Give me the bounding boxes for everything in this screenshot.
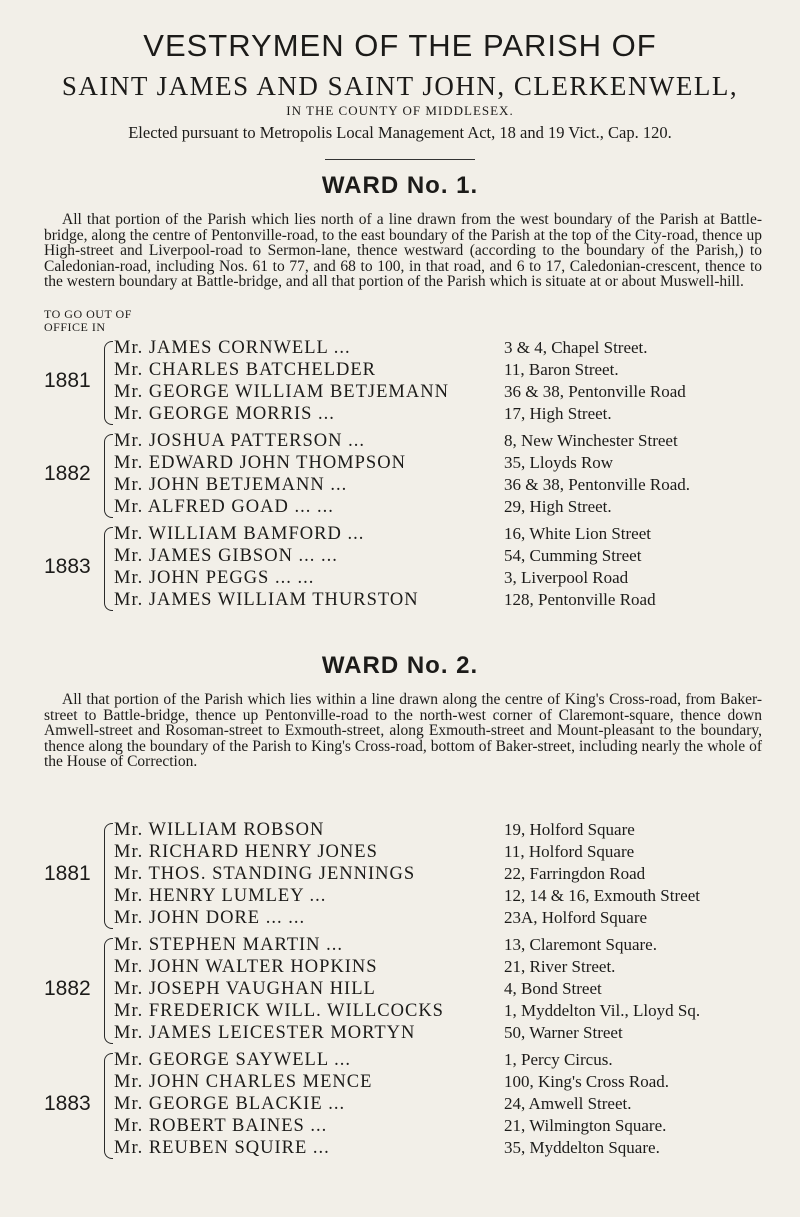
vestryman-address: 128, Pentonville Road bbox=[504, 590, 656, 609]
office-year: 1882 bbox=[44, 977, 91, 1000]
vestryman-name: Mr. JOHN WALTER HOPKINS bbox=[114, 957, 378, 977]
vestryman-address: 21, Wilmington Square. bbox=[504, 1116, 667, 1135]
page-title: VESTRYMEN OF THE PARISH OF bbox=[143, 28, 657, 63]
vestryman-row bbox=[114, 431, 774, 453]
vestryman-name: Mr. JAMES GIBSON ... ... bbox=[114, 546, 338, 566]
parish-name: SAINT JAMES AND SAINT JOHN, CLERKENWELL, bbox=[61, 71, 739, 101]
vestryman-address: 16, White Lion Street bbox=[504, 524, 651, 543]
group-brace bbox=[104, 341, 113, 425]
vestryman-name: Mr. JOHN BETJEMANN ... bbox=[114, 475, 348, 495]
vestryman-row bbox=[114, 524, 774, 546]
year-group-1883 bbox=[44, 524, 774, 612]
vestryman-name: Mr. THOS. STANDING JENNINGS bbox=[114, 864, 416, 884]
vestryman-address: 1, Percy Circus. bbox=[504, 1050, 613, 1069]
vestryman-name: Mr. JAMES LEICESTER MORTYN bbox=[114, 1023, 416, 1043]
vestryman-name: Mr. JAMES CORNWELL ... bbox=[114, 338, 351, 358]
vestryman-row bbox=[114, 546, 774, 568]
vestryman-address: 3, Liverpool Road bbox=[504, 568, 629, 587]
vestryman-name: Mr. RICHARD HENRY JONES bbox=[114, 842, 378, 862]
vestryman-row bbox=[114, 360, 774, 382]
vestryman-address: 35, Myddelton Square. bbox=[504, 1138, 660, 1157]
vestryman-address: 3 & 4, Chapel Street. bbox=[504, 338, 648, 357]
vestryman-row bbox=[114, 1138, 774, 1160]
vestryman-name: Mr. GEORGE WILLIAM BETJEMANN bbox=[114, 382, 449, 402]
vestryman-address: 13, Claremont Square. bbox=[504, 935, 657, 954]
vestryman-name: Mr. STEPHEN MARTIN ... bbox=[114, 935, 344, 955]
divider bbox=[325, 159, 475, 160]
office-year: 1882 bbox=[44, 462, 91, 485]
vestryman-row bbox=[114, 886, 774, 908]
vestryman-row bbox=[114, 404, 774, 426]
office-heading-line-1: TO GO OUT OF bbox=[44, 307, 132, 321]
vestryman-row bbox=[114, 1050, 774, 1072]
vestryman-address: 54, Cumming Street bbox=[504, 546, 642, 565]
year-group-1882 bbox=[44, 431, 774, 519]
vestryman-address: 19, Holford Square bbox=[504, 820, 635, 839]
vestryman-row bbox=[114, 338, 774, 360]
vestryman-row bbox=[114, 979, 774, 1001]
vestryman-row bbox=[114, 1094, 774, 1116]
vestryman-name: Mr. JOHN PEGGS ... ... bbox=[114, 568, 315, 588]
office-heading-line-2: OFFICE IN bbox=[44, 320, 106, 334]
vestryman-row bbox=[114, 957, 774, 979]
vestryman-row bbox=[114, 568, 774, 590]
vestryman-row bbox=[114, 1072, 774, 1094]
vestryman-name: Mr. GEORGE SAYWELL ... bbox=[114, 1050, 351, 1070]
ward-1-description: All that portion of the Parish which lies north of a line drawn from the west boundary of the Parish at Battle-bridge, along the centre of Pentonville-road, to the east boundary of the Parish at the top of the City-road, thence up High-street and Liverpool-road to Sermon-lane, thence westward (according to the boundary of the Parish,) to Caledonian-road, including Nos. 61 to 77, and 68 to 100, in that road, and 6 to 17, Caledonian-crescent, thence to the western boundary at Battle-bridge, and all that portion of the Parish which is situate at or about Muswell-hill. bbox=[44, 211, 762, 290]
vestryman-name: Mr. WILLIAM ROBSON bbox=[114, 820, 325, 840]
election-note: Elected pursuant to Metropolis Local Management Act, 18 and 19 Vict., Cap. 120. bbox=[128, 123, 672, 142]
vestryman-name: Mr. JOSEPH VAUGHAN HILL bbox=[114, 979, 376, 999]
year-group-1881 bbox=[44, 820, 774, 930]
office-year: 1881 bbox=[44, 369, 91, 392]
vestryman-row bbox=[114, 475, 774, 497]
group-brace bbox=[104, 1053, 113, 1159]
vestryman-address: 1, Myddelton Vil., Lloyd Sq. bbox=[504, 1001, 701, 1020]
county-line: IN THE COUNTY OF MIDDLESEX. bbox=[286, 103, 514, 118]
vestryman-address: 11, Baron Street. bbox=[504, 360, 619, 379]
vestryman-name: Mr. HENRY LUMLEY ... bbox=[114, 886, 327, 906]
office-year: 1883 bbox=[44, 555, 91, 578]
ward-2-description: All that portion of the Parish which lies within a line drawn along the centre of King's Cross-road, from Baker-street to Battle-bridge, thence up Pentonville-road to the north-west corner of Claremont-square, thence down Amwell-street and Rosoman-street to Exmouth-street, along Exmouth-street and Mount-pleasant to the boundary, thence along the boundary of the Parish to King's Cross-road, bottom of Baker-street, including nearly the whole of the House of Correction. bbox=[44, 691, 762, 770]
vestryman-row bbox=[114, 1023, 774, 1045]
vestryman-name: Mr. CHARLES BATCHELDER bbox=[114, 360, 377, 380]
year-group-1882 bbox=[44, 935, 774, 1045]
vestryman-address: 22, Farringdon Road bbox=[504, 864, 646, 883]
group-brace bbox=[104, 938, 113, 1044]
vestryman-address: 8, New Winchester Street bbox=[504, 431, 678, 450]
office-year: 1881 bbox=[44, 862, 91, 885]
vestryman-name: Mr. JOHN CHARLES MENCE bbox=[114, 1072, 373, 1092]
vestryman-name: Mr. JAMES WILLIAM THURSTON bbox=[114, 590, 419, 610]
vestryman-address: 23A, Holford Square bbox=[504, 908, 648, 927]
vestryman-row bbox=[114, 864, 774, 886]
vestryman-address: 35, Lloyds Row bbox=[504, 453, 614, 472]
group-brace bbox=[104, 823, 113, 929]
vestryman-row bbox=[114, 590, 774, 612]
ward-1-heading: WARD No. 1. bbox=[321, 172, 479, 199]
group-brace bbox=[104, 527, 113, 611]
vestryman-name: Mr. GEORGE BLACKIE ... bbox=[114, 1094, 346, 1114]
vestryman-name: Mr. GEORGE MORRIS ... bbox=[114, 404, 335, 424]
vestryman-address: 29, High Street. bbox=[504, 497, 612, 516]
vestryman-address: 21, River Street. bbox=[504, 957, 616, 976]
vestryman-row bbox=[114, 820, 774, 842]
group-brace bbox=[104, 434, 113, 518]
year-group-1881 bbox=[44, 338, 774, 426]
vestryman-name: Mr. JOHN DORE ... ... bbox=[114, 908, 306, 928]
vestryman-name: Mr. REUBEN SQUIRE ... bbox=[114, 1138, 330, 1158]
vestryman-row bbox=[114, 453, 774, 475]
vestryman-address: 12, 14 & 16, Exmouth Street bbox=[504, 886, 700, 905]
vestryman-row bbox=[114, 1116, 774, 1138]
ward-2-heading: WARD No. 2. bbox=[321, 652, 479, 679]
vestryman-row bbox=[114, 935, 774, 957]
vestryman-name: Mr. FREDERICK WILL. WILLCOCKS bbox=[114, 1001, 444, 1021]
vestryman-address: 36 & 38, Pentonville Road. bbox=[504, 475, 691, 494]
office-year: 1883 bbox=[44, 1092, 91, 1115]
vestryman-address: 4, Bond Street bbox=[504, 979, 602, 998]
vestryman-address: 100, King's Cross Road. bbox=[504, 1072, 670, 1091]
vestryman-name: Mr. JOSHUA PATTERSON ... bbox=[114, 431, 366, 451]
vestryman-row bbox=[114, 842, 774, 864]
vestryman-name: Mr. WILLIAM BAMFORD ... bbox=[114, 524, 365, 544]
vestryman-address: 50, Warner Street bbox=[504, 1023, 623, 1042]
vestryman-row bbox=[114, 1001, 774, 1023]
office-column-heading bbox=[44, 308, 132, 334]
vestryman-address: 24, Amwell Street. bbox=[504, 1094, 632, 1113]
vestryman-name: Mr. ALFRED GOAD ... ... bbox=[114, 497, 334, 517]
vestryman-address: 36 & 38, Pentonville Road bbox=[504, 382, 686, 401]
vestryman-row bbox=[114, 908, 774, 930]
vestryman-row bbox=[114, 497, 774, 519]
vestryman-name: Mr. ROBERT BAINES ... bbox=[114, 1116, 328, 1136]
vestryman-name: Mr. EDWARD JOHN THOMPSON bbox=[114, 453, 406, 473]
vestryman-address: 11, Holford Square bbox=[504, 842, 635, 861]
year-group-1883 bbox=[44, 1050, 774, 1160]
vestryman-row bbox=[114, 382, 774, 404]
vestryman-address: 17, High Street. bbox=[504, 404, 612, 423]
